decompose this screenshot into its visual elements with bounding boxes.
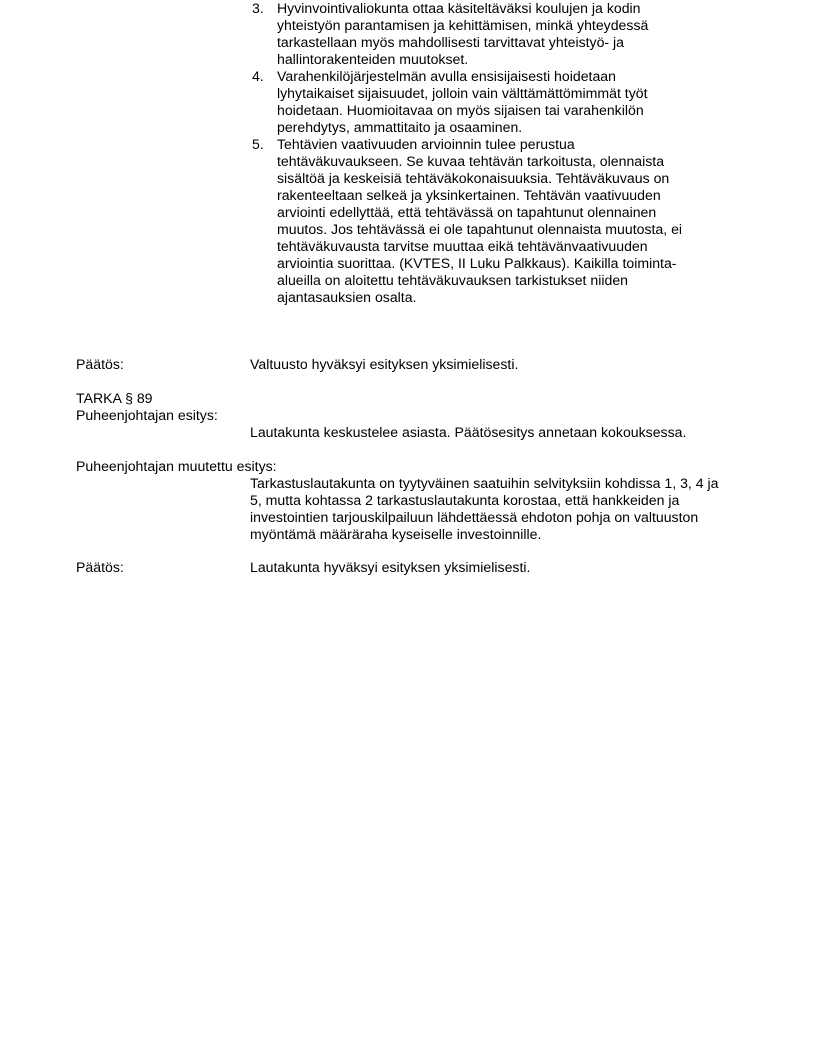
modified-proposal-text: Tarkastuslautakunta on tyytyväinen saatuihin selvityksiin kohdissa 1, 3, 4 ja 5, mutta kohtassa 2 tarkastuslautakunta korostaa, että hankkeiden ja investointien tarjouskilpailuun lähdettäessä ehdoton pohja on valtuuston myöntämä määräraha kyseiselle investoinnille. bbox=[250, 475, 719, 542]
modified-proposal-label: Puheenjohtajan muutettu esitys: bbox=[76, 458, 277, 474]
list-item bbox=[250, 68, 690, 136]
decision-text: Lautakunta hyväksyi esityksen yksimielisesti. bbox=[250, 559, 531, 575]
list-item bbox=[250, 136, 690, 306]
proposal-text: Lautakunta keskustelee asiasta. Päätösesitys annetaan kokouksessa. bbox=[250, 424, 687, 440]
decision-label: Päätös: bbox=[76, 559, 124, 575]
proposal-label: Puheenjohtajan esitys: bbox=[76, 407, 218, 423]
section-title: TARKA § 89 bbox=[76, 390, 153, 406]
list-item-text: Hyvinvointivaliokunta ottaa käsiteltäväksi koulujen ja kodin yhteistyön parantamisen ja kehittämisen, minkä yhteydessä tarkastellaan myös mahdollisesti tarvittavat yhteistyö- ja hallintorakenteiden muutokset. bbox=[277, 0, 649, 67]
list-item bbox=[250, 0, 690, 68]
list-item-text: Tehtävien vaativuuden arvioinnin tulee perustua tehtäväkuvaukseen. Se kuvaa tehtävän tarkoitusta, olennaista sisältöä ja keskeisiä tehtäväkokonaisuuksia. Tehtäväkuvaus on rakenteeltaan selkeä ja yksinkertainen. Tehtävän vaativuuden arviointi edellyttää, että tehtävässä on tapahtunut olennainen muutos. Jos tehtävässä ei ole tapahtunut olennaista muutosta, ei tehtäväkuvausta tarvitse muuttaa eikä tehtävänvaativuuden arviointia suorittaa. (KVTES, II Luku Palkkaus). Kaikilla toiminta-alueilla on aloitettu tehtäväkuvauksen tarkistukset niiden ajantasauksien osalta. bbox=[277, 136, 683, 305]
decision-label: Päätös: bbox=[76, 356, 124, 372]
list-item-text: Varahenkilöjärjestelmän avulla ensisijaisesti hoidetaan lyhytaikaiset sijaisuudet, jolloin vain välttämättömimmät työt hoidetaan. Huomioitavaa on myös sijaisen tai varahenkilön perehdytys, ammattitaito ja osaaminen. bbox=[277, 68, 648, 135]
decision-text: Valtuusto hyväksyi esityksen yksimielisesti. bbox=[250, 356, 519, 372]
list-item-number: 4. bbox=[252, 68, 264, 84]
list-item-number: 5. bbox=[252, 136, 264, 152]
numbered-list bbox=[250, 0, 690, 306]
list-item-number: 3. bbox=[252, 0, 264, 16]
